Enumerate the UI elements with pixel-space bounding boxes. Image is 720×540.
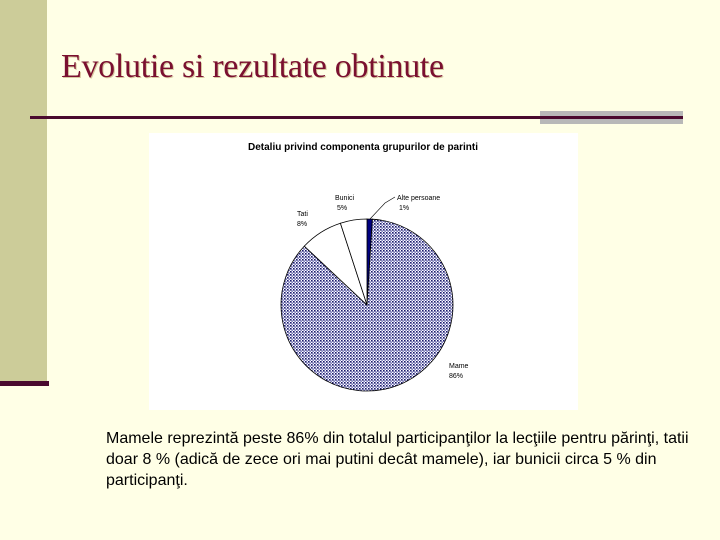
title-divider bbox=[30, 116, 540, 119]
pie-label-leader-line bbox=[370, 197, 395, 219]
pie-label-name: Alte persoane bbox=[397, 195, 441, 202]
pie-label-name: Mame bbox=[449, 363, 469, 370]
pie-label-value: 86% bbox=[449, 373, 464, 380]
pie-label-value: 5% bbox=[337, 205, 348, 212]
pie-label-value: 8% bbox=[297, 221, 308, 228]
left-accent-bar bbox=[0, 0, 47, 383]
pie-chart bbox=[149, 133, 578, 410]
left-accent-bar-foot bbox=[0, 381, 49, 386]
chart-title: Detaliu privind componenta grupurilor de parinti bbox=[247, 142, 479, 153]
pie-label-value: 1% bbox=[399, 205, 410, 212]
slide-title: Evolutie si rezultate obtinute bbox=[61, 48, 444, 85]
slide-body-text: Mamele reprezintă peste 86% din totalul participanţilor la lecţiile pentru părinţi, tatii doar 8 % (adică de zece ori mai putini decât mamele), iar bunicii circa 5 % din participanţi. bbox=[106, 430, 689, 489]
pie-label-name: Tati bbox=[297, 211, 308, 218]
pie-label-name: Bunici bbox=[335, 195, 355, 202]
title-divider-accent bbox=[540, 111, 683, 124]
